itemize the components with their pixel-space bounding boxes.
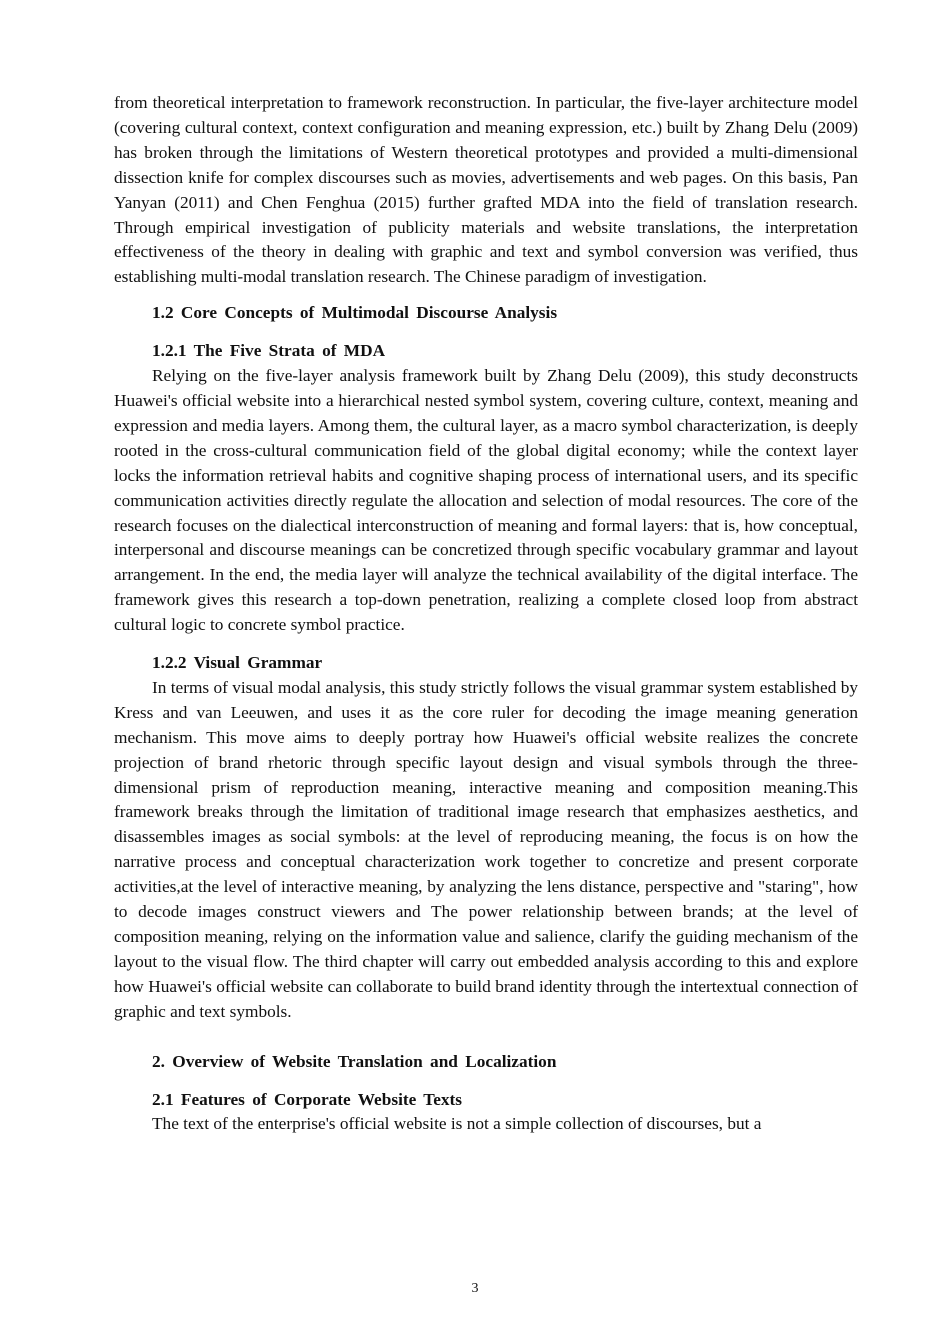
section-1-2-1-heading: 1.2.1 The Five Strata of MDA — [152, 341, 386, 361]
section-1-2-2-heading: 1.2.2 Visual Grammar — [152, 653, 323, 673]
section-1-2-heading: 1.2 Core Concepts of Multimodal Discourse Analysis — [152, 303, 558, 323]
section-1-2-1-paragraph: Relying on the five-layer analysis framework built by Zhang Delu (2009), this study deconstructs Huawei's official website into a hierarchical nested symbol system, covering culture, context, meaning and expression and media layers. Among them, the cultural layer, as a macro symbol characterization, is deeply rooted in the cross-cultural communication field of the global digital economy; while the context layer locks the information retrieval habits and cognitive shaping process of international users, and its specific communication activities directly regulate the allocation and selection of modal resources. The core of the research focuses on the dialectical interconstruction of meaning and formal layers: that is, how conceptual, interpersonal and discourse meanings can be concretized through specific vocabulary grammar and layout arrangement. In the end, the media layer will analyze the technical availability of the digital interface. The framework gives this research a top-down penetration, realizing a complete closed loop from abstract cultural logic to concrete symbol practice. — [114, 366, 858, 635]
intro-paragraph: from theoretical interpretation to framework reconstruction. In particular, the five-layer architecture model (covering cultural context, context configuration and meaning expression, etc.) built by Zhang Delu (2009) has broken through the limitations of Western theoretical prototypes and provided a multi-dimensional dissection knife for complex discourses such as movies, advertisements and web pages. On this basis, Pan Yanyan (2011) and Chen Fenghua (2015) further grafted MDA into the field of translation research. Through empirical investigation of publicity materials and website translations, the interpretation effectiveness of the theory in dealing with graphic and text and symbol conversion was verified, thus establishing multi-modal translation research. The Chinese paradigm of investigation. — [114, 93, 858, 287]
page-body — [114, 91, 858, 1137]
section-2-1-paragraph: The text of the enterprise's official website is not a simple collection of discourses, but a — [152, 1114, 762, 1134]
section-1-2-2-paragraph: In terms of visual modal analysis, this study strictly follows the visual grammar system established by Kress and van Leeuwen, and uses it as the core ruler for decoding the image meaning generation mechanism. This move aims to deeply portray how Huawei's official website realizes the concrete projection of brand rhetoric through specific layout design and visual symbols through the three-dimensional prism of reproduction meaning, interactive meaning and composition meaning.This framework breaks through the limitation of traditional image research that emphasizes aesthetics, and disassembles images as social symbols: at the level of reproducing meaning, the focus is on how the narrative process and conceptual characterization work together to concretize and present corporate activities,at the level of interactive meaning, by analyzing the lens distance, perspective and "staring", how to decode images construct viewers and The power relationship between brands; at the level of composition meaning, relying on the information value and salience, clarify the guiding mechanism of the layout to the visual flow. The third chapter will carry out embedded analysis according to this and explore how Huawei's official website can collaborate to build brand identity through the intertextual connection of graphic and text symbols. — [114, 677, 858, 1021]
section-2-1-heading: 2.1 Features of Corporate Website Texts — [152, 1089, 463, 1109]
section-2-heading: 2. Overview of Website Translation and Localization — [152, 1051, 557, 1071]
page-number: 3 — [471, 1281, 479, 1296]
